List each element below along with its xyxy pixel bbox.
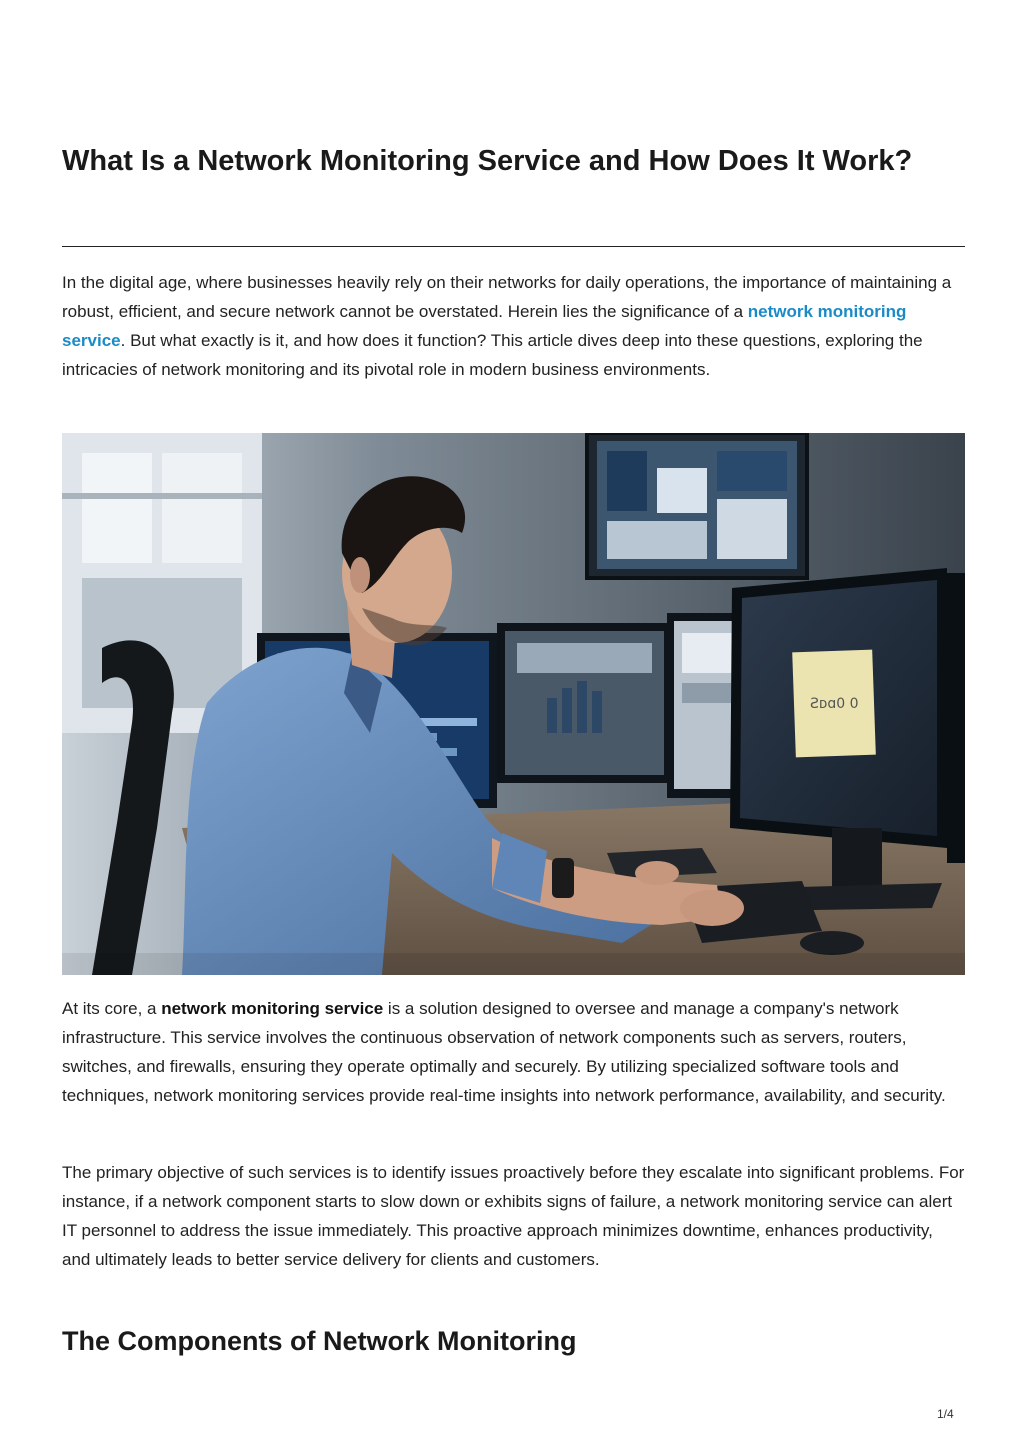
definition-lead: At its core, a [62,999,162,1018]
intro-text-before: In the digital age, where businesses heavily rely on their networks for daily operations, the importance of maintaining a robust, efficient, and secure network cannot be overstated. Herein lies the significance of a [62,273,952,321]
office-photo-illustration [62,433,965,975]
network-monitoring-service-link[interactable]: network monitoring service [62,302,907,350]
sticky-note-text: Ƨᴅɑ0 0 [810,696,859,712]
page-number: 1/4 [937,1407,954,1421]
title-divider [62,246,965,247]
definition-bold-term: network monitoring service [161,999,384,1018]
article-title: What Is a Network Monitoring Service and How Does It Work? [62,145,913,177]
hero-image [62,433,965,975]
definition-rest: is a solution designed to oversee and manage a company's network infrastructure. This service involves the continuous observation of network components such as servers, routers, switches, and firewalls, ensuring they operate optimally and securely. By utilizing specialized software tools and techniques, network monitoring services provide real-time insights into network performance, availability, and security. [62,999,946,1105]
section-heading: The Components of Network Monitoring [62,1326,577,1356]
objective-paragraph: The primary objective of such services is to identify issues proactively before they escalate into significant problems. For instance, if a network component starts to slow down or exhibits signs of failure, a network monitoring service can alert IT personnel to address the issue immediately. This proactive approach minimizes downtime, enhances productivity, and ultimately leads to better service delivery for clients and customers. [62,1163,965,1269]
intro-paragraph [62,268,965,384]
intro-text-after: . But what exactly is it, and how does it function? This article dives deep into these questions, exploring the intricacies of network monitoring and its pivotal role in modern business environments. [62,331,923,379]
definition-paragraph [62,994,965,1110]
